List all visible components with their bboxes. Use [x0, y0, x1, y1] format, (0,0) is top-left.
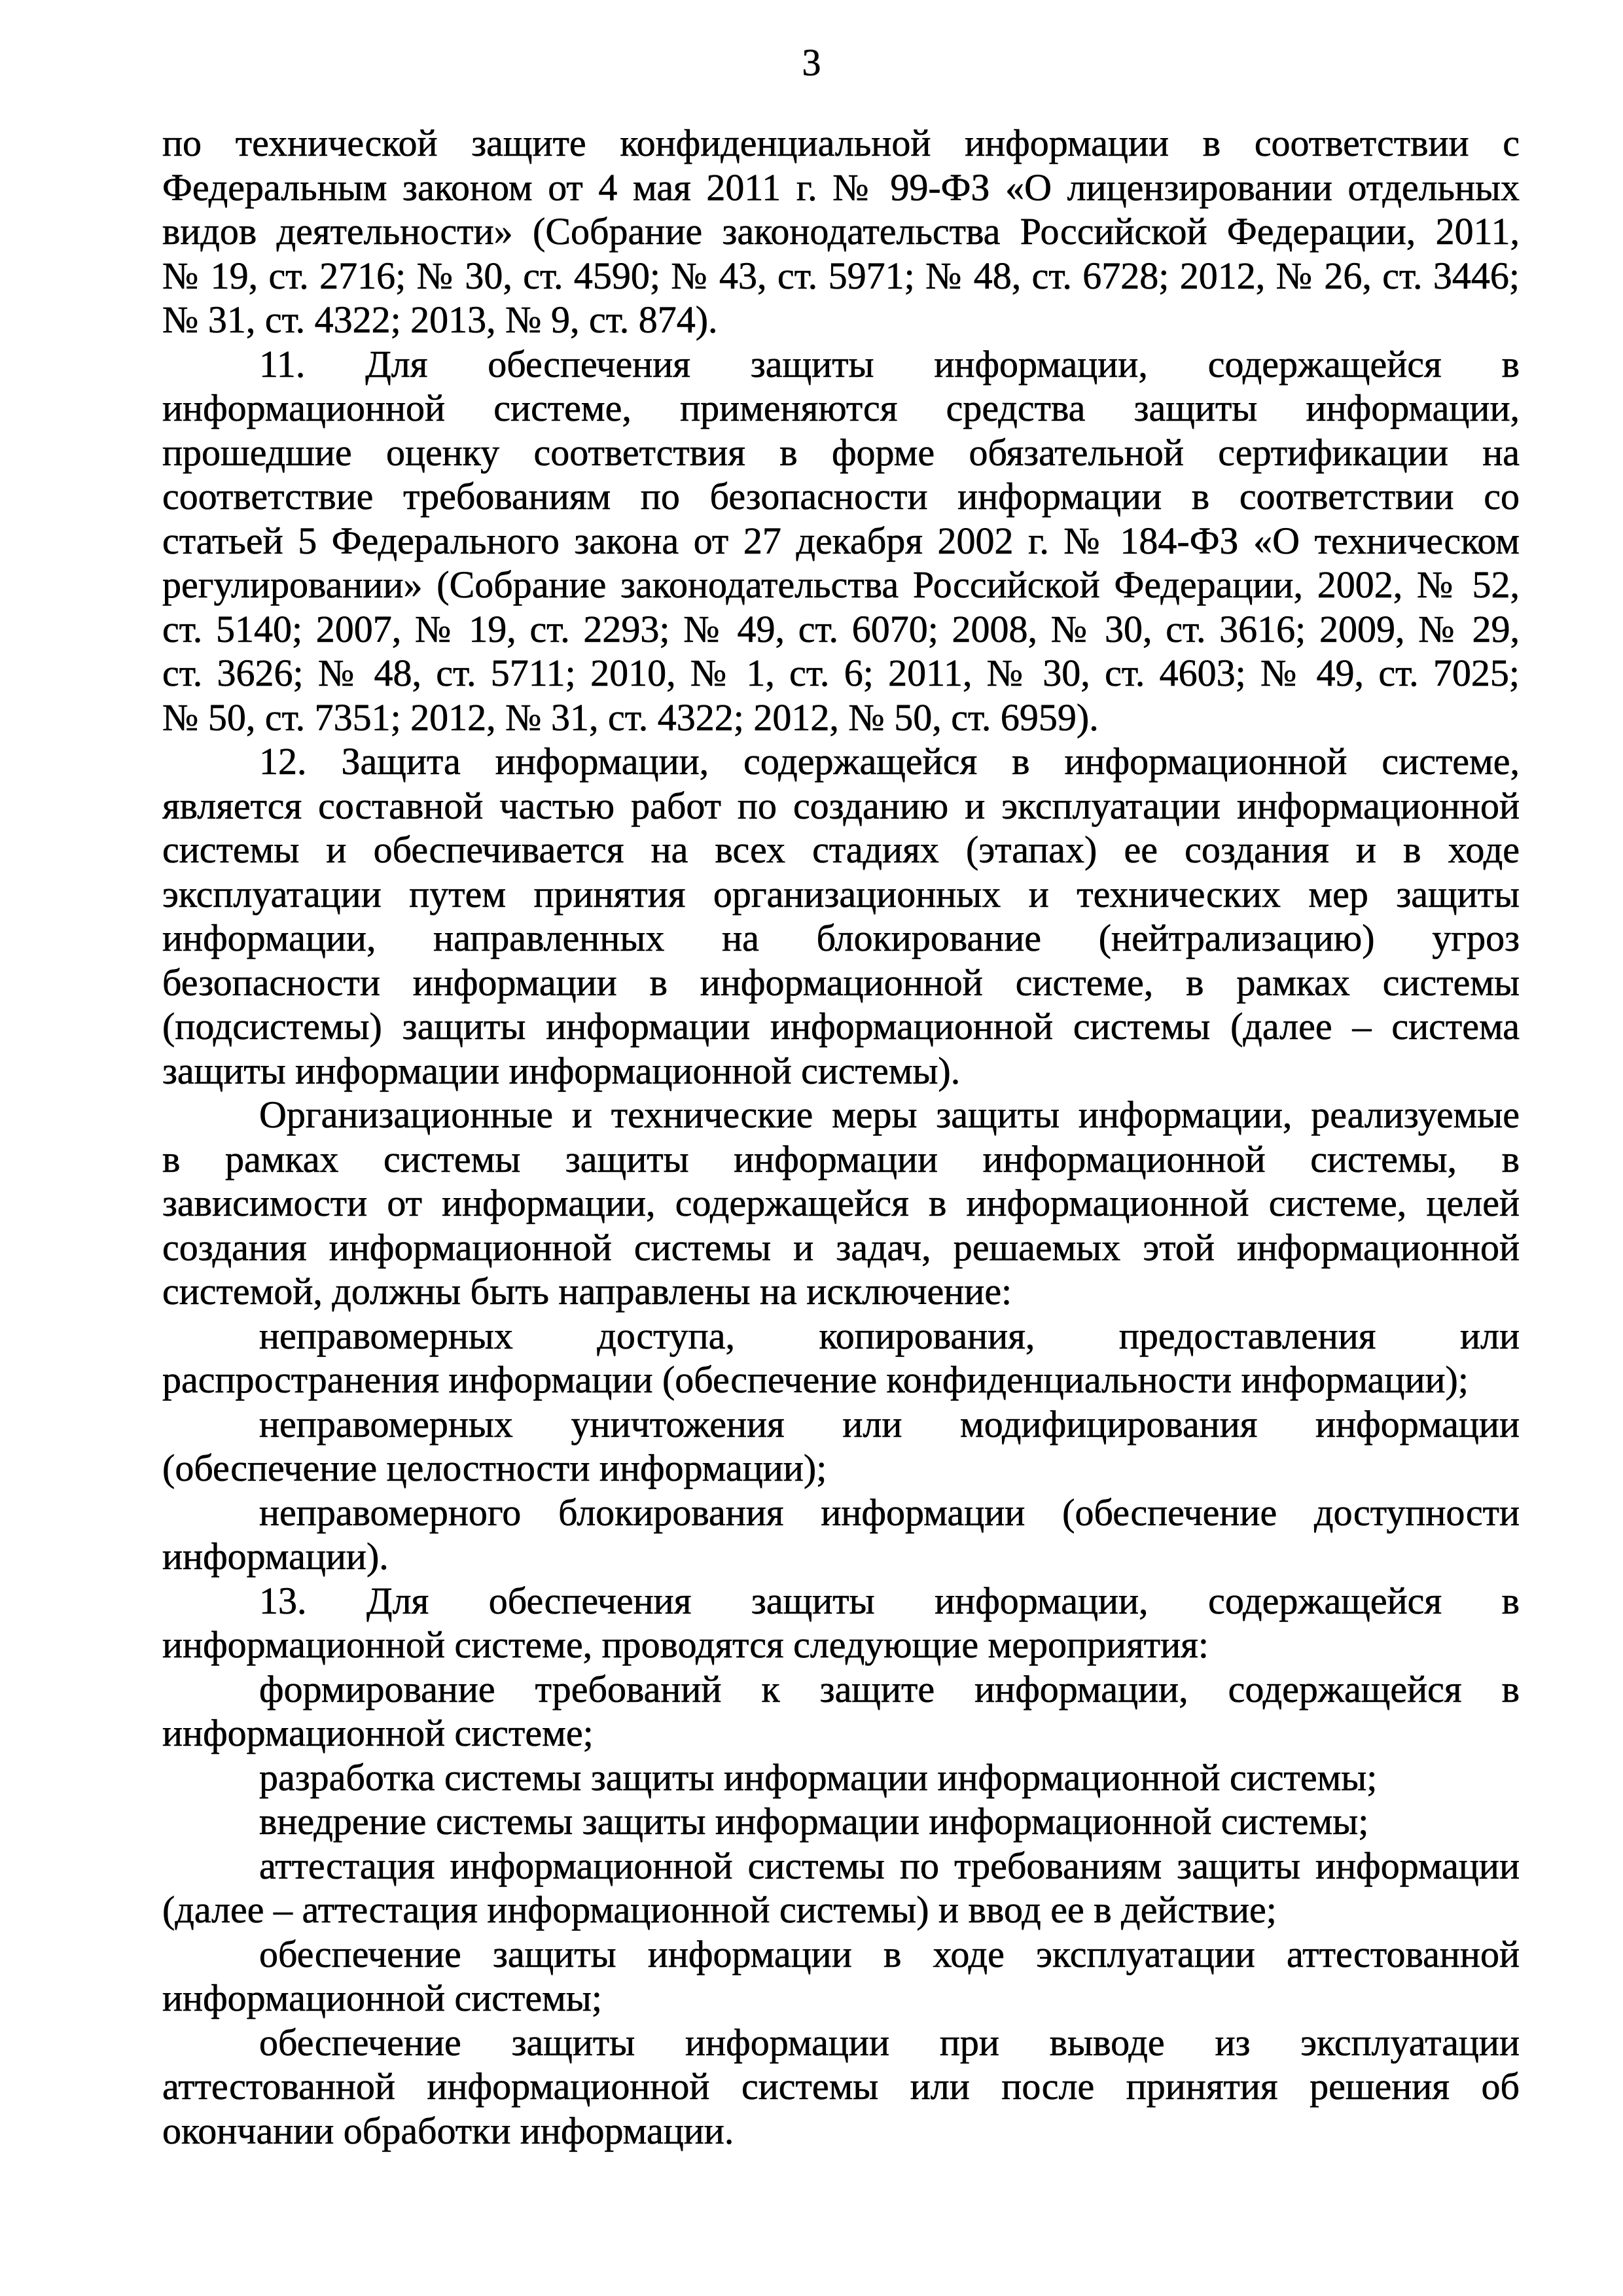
text-line: 12. Защита информации, содержащейся в информационной системе,: [259, 740, 1520, 783]
text-line: информации).: [162, 1535, 389, 1578]
text-line: в рамках системы защиты информации информационной системы, в: [162, 1137, 1520, 1180]
text-line: № 19, ст. 2716; № 30, ст. 4590; № 43, ст. 5971; № 48, ст. 6728; 2012, № 26, ст. 3446;: [162, 254, 1520, 297]
paragraph: [162, 121, 1520, 342]
text-line: соответствие требованиям по безопасности информации в соответствии со: [162, 475, 1520, 518]
text-line: Федеральным законом от 4 мая 2011 г. № 99-ФЗ «О лицензировании отдельных: [162, 166, 1520, 209]
paragraph: [162, 1932, 1520, 2021]
text-line: информационной системы;: [162, 1977, 602, 2019]
text-line: 13. Для обеспечения защиты информации, содержащейся в: [259, 1579, 1520, 1622]
document-body: [162, 121, 1520, 2153]
paragraph: [162, 1314, 1520, 1402]
text-line: неправомерных уничтожения или модифицирования информации: [259, 1402, 1520, 1445]
paragraph: [162, 1844, 1520, 1932]
text-line: является составной частью работ по созданию и эксплуатации информационной: [162, 784, 1520, 827]
text-line: зависимости от информации, содержащейся в информационной системе, целей: [162, 1182, 1520, 1224]
text-line: ст. 5140; 2007, № 19, ст. 2293; № 49, ст. 6070; 2008, № 30, ст. 3616; 2009, № 29,: [162, 607, 1520, 650]
text-line: (подсистемы) защиты информации информационной системы (далее – система: [162, 1005, 1520, 1048]
text-line: (далее – аттестация информационной системы) и ввод ее в действие;: [162, 1888, 1277, 1931]
text-line: разработка системы защиты информации информационной системы;: [259, 1756, 1378, 1799]
text-line: неправомерного блокирования информации (обеспечение доступности: [259, 1491, 1520, 1534]
text-line: по технической защите конфиденциальной информации в соответствии с: [162, 122, 1520, 164]
text-line: 11. Для обеспечения защиты информации, содержащейся в: [259, 342, 1520, 385]
text-line: ст. 3626; № 48, ст. 5711; 2010, № 1, ст. 6; 2011, № 30, ст. 4603; № 49, ст. 7025;: [162, 652, 1520, 694]
text-line: формирование требований к защите информации, содержащейся в: [259, 1667, 1520, 1710]
paragraph: [162, 1402, 1520, 1491]
text-line: (обеспечение целостности информации);: [162, 1447, 827, 1489]
text-line: обеспечение защиты информации в ходе эксплуатации аттестованной: [259, 1932, 1520, 1975]
text-line: защиты информации информационной системы).: [162, 1049, 961, 1092]
text-line: информации, направленных на блокирование (нейтрализацию) угроз: [162, 917, 1520, 959]
text-line: информационной системе;: [162, 1712, 594, 1754]
paragraph: [162, 1491, 1520, 1579]
paragraph: [162, 739, 1520, 1093]
text-line: неправомерных доступа, копирования, предоставления или: [259, 1314, 1520, 1357]
text-line: № 50, ст. 7351; 2012, № 31, ст. 4322; 2012, № 50, ст. 6959).: [162, 696, 1099, 739]
paragraph: [162, 1756, 1520, 1800]
paragraph: [162, 1093, 1520, 1314]
text-line: системы и обеспечивается на всех стадиях (этапах) ее создания и в ходе: [162, 828, 1520, 871]
paragraph: [162, 1579, 1520, 1667]
paragraph: [162, 1667, 1520, 1756]
text-line: обеспечение защиты информации при выводе из эксплуатации: [259, 2021, 1520, 2064]
paragraph: [162, 2021, 1520, 2153]
text-line: прошедшие оценку соответствия в форме обязательной сертификации на: [162, 431, 1520, 474]
text-line: аттестация информационной системы по требованиям защиты информации: [259, 1844, 1520, 1887]
text-line: безопасности информации в информационной системе, в рамках системы: [162, 961, 1520, 1004]
text-line: окончании обработки информации.: [162, 2109, 734, 2152]
paragraph: [162, 342, 1520, 740]
text-line: информационной системе, применяются средства защиты информации,: [162, 387, 1520, 429]
text-line: статьей 5 Федерального закона от 27 декабря 2002 г. № 184-ФЗ «О техническом: [162, 519, 1520, 562]
text-line: системой, должны быть направлены на исключение:: [162, 1270, 1012, 1313]
text-line: эксплуатации путем принятия организационных и технических мер защиты: [162, 872, 1520, 915]
text-line: аттестованной информационной системы или после принятия решения об: [162, 2065, 1520, 2108]
text-line: распространения информации (обеспечение конфиденциальности информации);: [162, 1358, 1469, 1401]
text-line: регулировании» (Собрание законодательства Российской Федерации, 2002, № 52,: [162, 563, 1520, 606]
text-line: видов деятельности» (Собрание законодательства Российской Федерации, 2011,: [162, 210, 1520, 253]
text-line: внедрение системы защиты информации информационной системы;: [259, 1800, 1369, 1843]
paragraph: [162, 1799, 1520, 1844]
text-line: создания информационной системы и задач, решаемых этой информационной: [162, 1226, 1520, 1269]
page-number: 3: [802, 41, 821, 84]
text-line: Организационные и технические меры защиты информации, реализуемые: [259, 1093, 1520, 1136]
text-line: информационной системе, проводятся следующие мероприятия:: [162, 1623, 1209, 1666]
text-line: № 31, ст. 4322; 2013, № 9, ст. 874).: [162, 298, 718, 341]
